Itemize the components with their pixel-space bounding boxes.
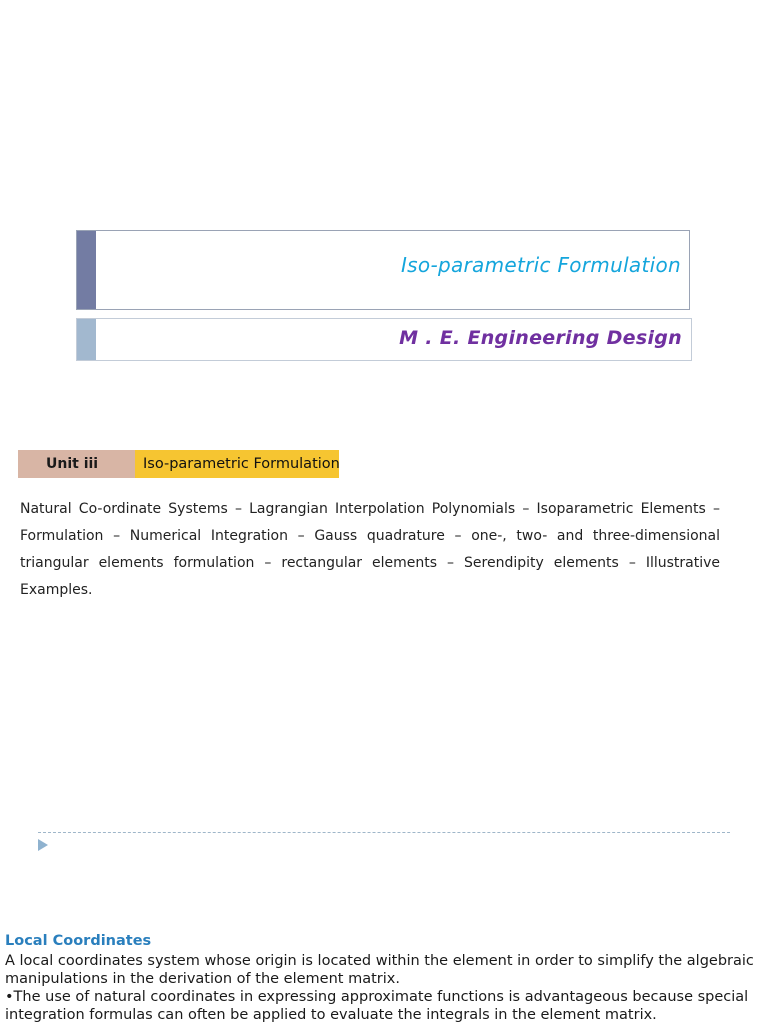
play-arrow-icon — [38, 839, 48, 851]
title-box — [76, 230, 690, 310]
page-subtitle: M . E. Engineering Design — [399, 327, 682, 349]
syllabus-text: Natural Co-ordinate Systems – Lagrangian Interpolation Polynomials – Isoparametric Elements – Formulation – Numerical Integration – Gauss quadrature – one-, two- and three-dimensional triangular elements formulation – rectangular elements – Serendipity elements – Illustrative Examples. — [20, 501, 720, 598]
unit-header — [18, 450, 418, 478]
unit-topic: Iso-parametric Formulation — [143, 456, 340, 472]
section-body — [5, 952, 765, 1024]
subtitle-accent-bar — [77, 319, 96, 360]
page-divider — [38, 832, 730, 833]
section-paragraph: •The use of natural coordinates in expressing approximate functions is advantageous because special integration formulas can often be applied to evaluate the integrals in the element matrix. — [5, 989, 749, 1023]
title-accent-bar — [77, 231, 96, 309]
unit-label: Unit iii — [18, 450, 135, 478]
subtitle-box — [76, 318, 692, 361]
section-paragraph: A local coordinates system whose origin is located within the element in order to simplify the algebraic manipulations in the derivation of the element matrix. — [5, 953, 754, 987]
section-heading: Local Coordinates — [5, 933, 152, 949]
page-title: Iso-parametric Formulation — [400, 253, 681, 277]
